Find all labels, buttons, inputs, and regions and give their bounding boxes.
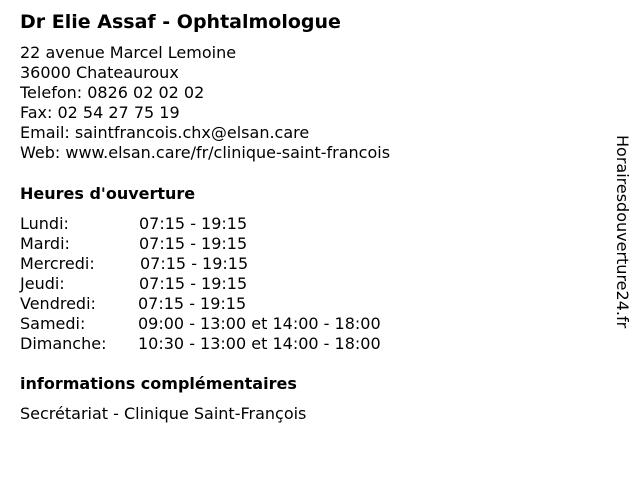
watermark-text: Horairesdouverture24.fr [613, 135, 632, 329]
fax-number: Fax: 02 54 27 75 19 [20, 103, 180, 122]
additional-info-text: Secrétariat - Clinique Saint-François [20, 404, 307, 423]
phone-number: Telefon: 0826 02 02 02 [20, 83, 205, 102]
day-hours: 07:15 - 19:15 [139, 214, 248, 233]
day-hours: 07:15 - 19:15 [139, 234, 248, 253]
address-street: 22 avenue Marcel Lemoine [20, 43, 237, 62]
day-label: Dimanche: [20, 334, 107, 353]
opening-hours-heading: Heures d'ouverture [20, 184, 196, 203]
site-watermark [612, 135, 632, 345]
address-city: 36000 Chateauroux [20, 63, 179, 82]
day-label: Mardi: [20, 234, 70, 253]
day-hours: 10:30 - 13:00 et 14:00 - 18:00 [138, 334, 381, 353]
day-hours: 07:15 - 19:15 [139, 274, 248, 293]
day-label: Mercredi: [20, 254, 95, 273]
page-title: Dr Elie Assaf - Ophtalmologue [20, 11, 341, 33]
email-address: Email: saintfrancois.chx@elsan.care [20, 123, 310, 142]
day-hours: 09:00 - 13:00 et 14:00 - 18:00 [138, 314, 381, 333]
website-url: Web: www.elsan.care/fr/clinique-saint-francois [20, 143, 391, 162]
day-label: Vendredi: [20, 294, 96, 313]
day-label: Jeudi: [20, 274, 65, 293]
additional-info-heading: informations complémentaires [20, 374, 297, 393]
contact-block [20, 43, 390, 163]
day-hours: 07:15 - 19:15 [138, 294, 247, 313]
day-label: Samedi: [20, 314, 86, 333]
day-hours: 07:15 - 19:15 [140, 254, 249, 273]
day-label: Lundi: [20, 214, 69, 233]
